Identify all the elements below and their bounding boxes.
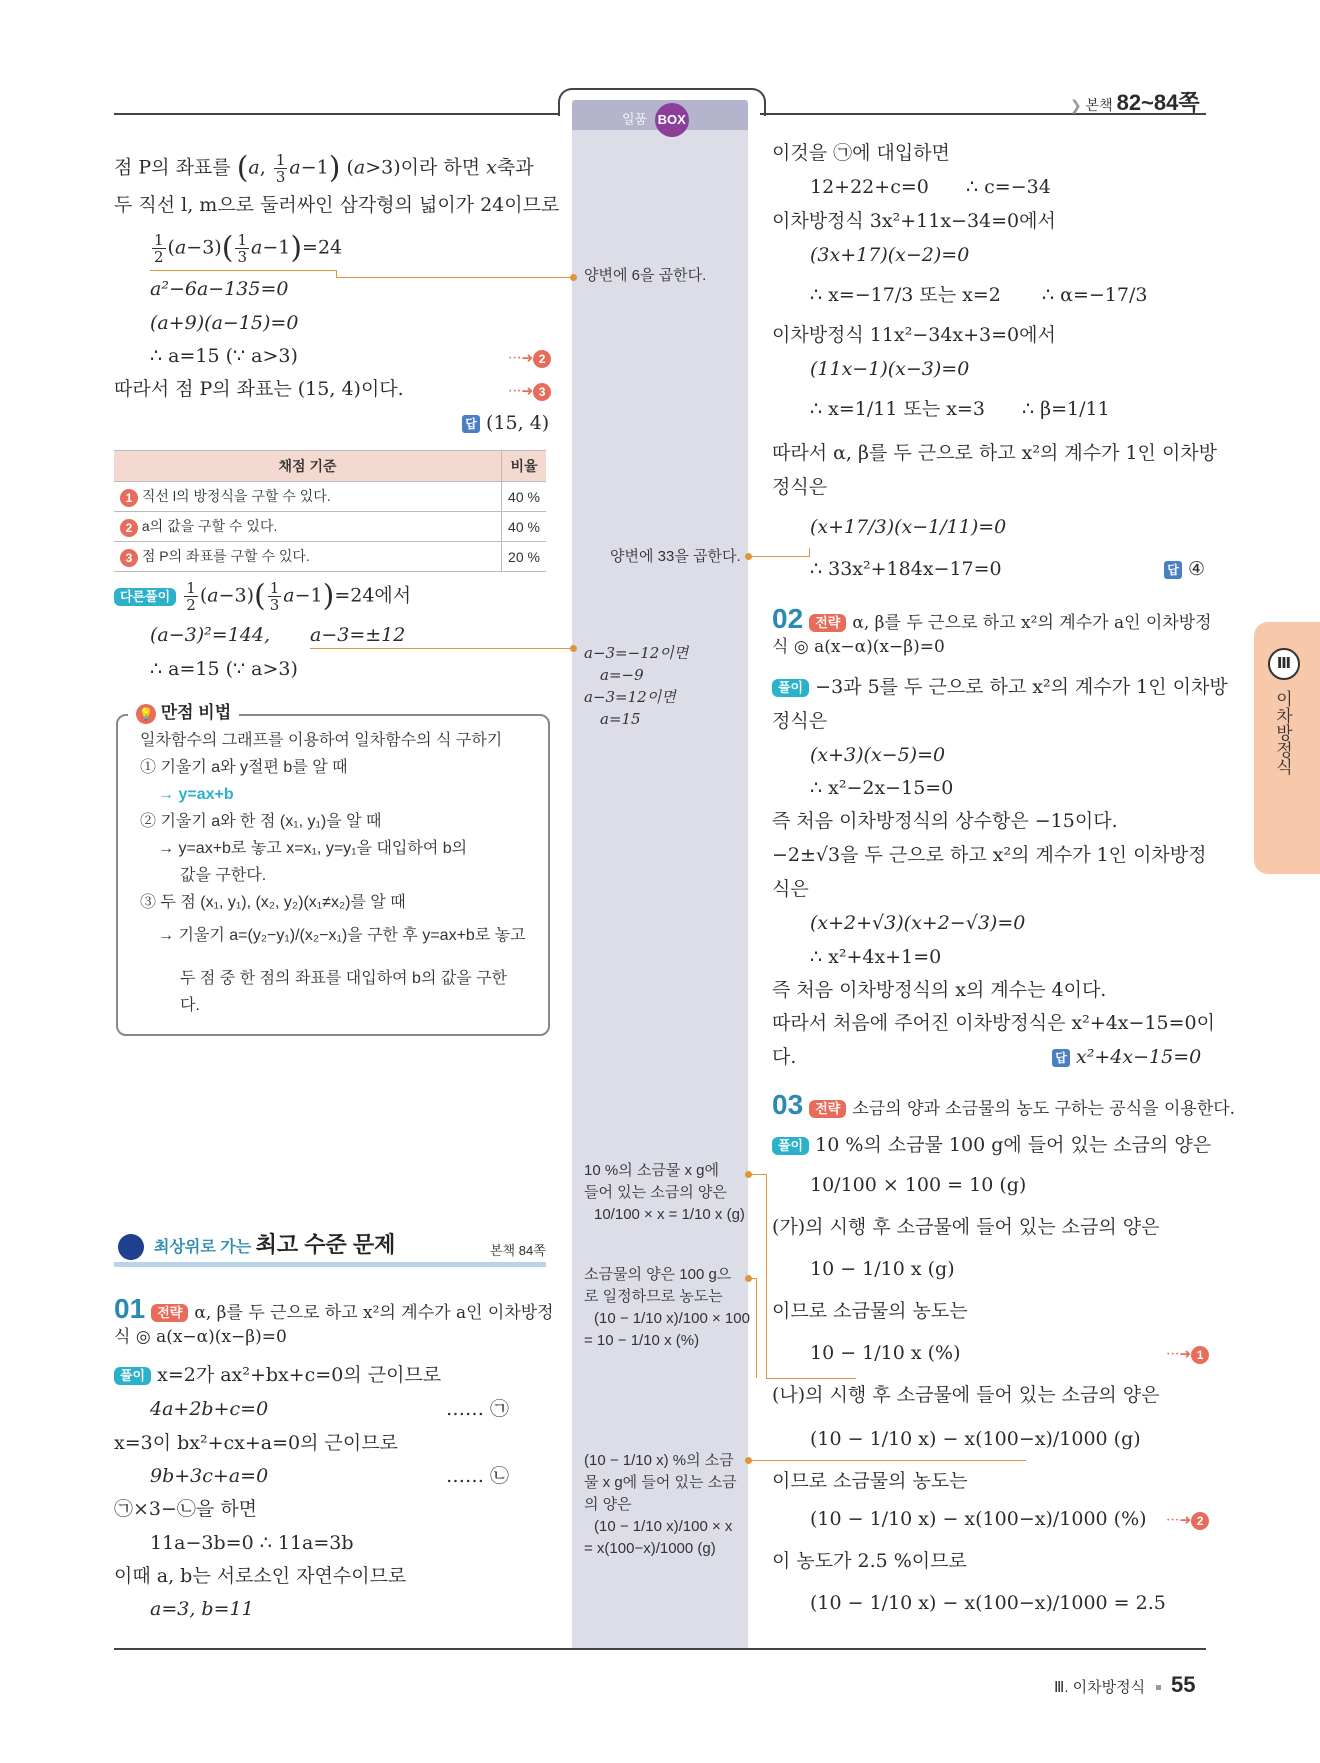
center-note-5-line: (10 − 1/10 x)/100 × 100 — [594, 1310, 750, 1327]
p03-line-0-text: 10 %의 소금물 100 g에 들어 있는 소금의 양은 — [815, 1134, 1212, 1156]
right-r4: (3x+17)(x−2)=0 — [810, 244, 970, 266]
page-ref — [1070, 86, 1200, 117]
tip-line-3: ② 기울기 a와 한 점 (x₁, y₁)을 알 때 — [140, 813, 382, 830]
tip-title — [128, 698, 239, 724]
mark-2: 2 — [1191, 1512, 1209, 1530]
p02-strategy-2: 식 ◎ a(x−α)(x−β)=0 — [772, 637, 945, 657]
p03-line-4: 이므로 소금물의 농도는 — [772, 1300, 968, 1322]
left-eq-5: 따라서 점 P의 좌표는 (15, 4)이다. — [114, 378, 404, 400]
center-note-6-line: 물 x g에 들어 있는 소금 — [584, 1474, 737, 1491]
footer-rule — [114, 1648, 1206, 1650]
p01-line-6: 이때 a, b는 서로소인 자연수이므로 — [114, 1565, 407, 1587]
p02-line-0 — [772, 674, 1228, 700]
right-r12: ∴ 33x²+184x−17=0 — [810, 558, 1002, 580]
center-note-4-line: 10/100 × x = 1/10 x (g) — [594, 1206, 745, 1223]
lightbulb-icon: 💡 — [136, 704, 156, 724]
section-pre: 최상위로 가는 — [154, 1239, 252, 1256]
left-answer — [462, 410, 549, 436]
page-number: 55 — [1171, 1672, 1196, 1697]
footer — [1054, 1672, 1196, 1698]
p03-line-9: (10 − 1/10 x) − x(100−x)/1000 (%) — [810, 1508, 1147, 1530]
tip-line-2: → y=ax+b — [158, 786, 234, 803]
right-r12-answer — [1164, 556, 1205, 582]
p02-line-10: 따라서 처음에 주어진 이차방정식은 x²+4x−15=0이 — [772, 1012, 1215, 1034]
p02-line-11: 다. — [772, 1046, 797, 1068]
p01-line-1: 4a+2b+c=0 — [150, 1398, 269, 1420]
row-pct: 40 % — [502, 512, 547, 542]
p02-line-5: −2±√3을 두 근으로 하고 x²의 계수가 1인 이차방정 — [772, 844, 1207, 866]
p03-line-11: (10 − 1/10 x) − x(100−x)/1000 = 2.5 — [810, 1592, 1166, 1614]
connector-4-dot — [745, 1171, 752, 1178]
row-mark: 1 — [120, 489, 138, 507]
alt-solution-3: ∴ a=15 (∵ a>3) — [150, 658, 298, 680]
left-eq-1: $\frac{1}{2}$ (a−3)( $\frac{1}{3}$ a−1)=24 — [154, 230, 343, 266]
center-note-5-line: = 10 − 1/10 x (%) — [584, 1332, 700, 1349]
section-title — [154, 1228, 395, 1259]
p01-line-0-text: x=2가 ax²+bx+c=0의 근이므로 — [157, 1364, 442, 1386]
center-note-6-line: (10 − 1/10 x)/100 × x — [594, 1518, 733, 1535]
alt-solution-1: 다른풀이 $\frac{1}{2}$ (a−3)( $\frac{1}{3}$ a−1)=24에서 — [114, 580, 411, 613]
table-row — [114, 542, 546, 572]
p03-mark-1: ···➜ 1 — [1166, 1344, 1209, 1364]
p03-line-2: (가)의 시행 후 소금물에 들어 있는 소금의 양은 — [772, 1216, 1160, 1238]
p02-strategy-text: α, β를 두 근으로 하고 x²의 계수가 a인 이차방정 — [852, 613, 1212, 633]
mark-3: 3 — [533, 383, 551, 401]
right-r2b: ∴ c=−34 — [966, 176, 1051, 198]
center-note-3-line: a=15 — [600, 710, 641, 728]
p03-strategy — [772, 1089, 1236, 1122]
center-note-3-line: a−3=−12이면 — [584, 644, 689, 662]
p02-line-3: ∴ x²−2x−15=0 — [810, 777, 954, 799]
tip-line-9: 다. — [180, 997, 200, 1014]
chapter-side-text: 이차방정식 — [1273, 690, 1292, 775]
p01-ref-2: …… ㉡ — [446, 1465, 510, 1487]
scoring-table — [114, 450, 546, 572]
p01-line-2: x=3이 bx²+cx+a=0의 근이므로 — [114, 1432, 398, 1454]
p03-mark-2: ···➜ 2 — [1166, 1510, 1209, 1530]
mark-2: 2 — [533, 350, 551, 368]
connector-4b — [766, 1174, 767, 1378]
row-mark: 3 — [120, 549, 138, 567]
footer-separator — [1156, 1685, 1161, 1690]
p01-line-0 — [114, 1362, 441, 1388]
right-r2a: 12+22+c=0 — [810, 176, 929, 198]
answer-icon: 답 — [1164, 561, 1182, 579]
p01-strategy-2: 식 ◎ a(x−α)(x−β)=0 — [114, 1327, 287, 1347]
right-r6: 이차방정식 11x²−34x+3=0에서 — [772, 324, 1056, 346]
p01-line-3: 9b+3c+a=0 — [150, 1465, 269, 1487]
center-note-5 — [584, 1264, 750, 1352]
row-pct: 40 % — [502, 482, 547, 512]
p03-line-6: (나)의 시행 후 소금물에 들어 있는 소금의 양은 — [772, 1384, 1160, 1406]
center-note-1: 양변에 6을 곱한다. — [584, 267, 707, 284]
right-r5b: ∴ α=−17/3 — [1042, 284, 1148, 306]
right-r1: 이것을 ㉠에 대입하면 — [772, 142, 950, 164]
tip-line-4: → y=ax+b로 놓고 x=x₁, y=y₁을 대입하여 b의 — [158, 840, 468, 857]
p03-line-7: (10 − 1/10 x) − x(100−x)/1000 (g) — [810, 1428, 1141, 1450]
section-title-text: 최고 수준 문제 — [255, 1232, 396, 1257]
p03-strategy-tag: 전략 — [809, 1100, 846, 1118]
center-note-6-line: 의 양은 — [584, 1496, 632, 1513]
center-note-6 — [584, 1450, 737, 1560]
p02-line-8: ∴ x²+4x+1=0 — [810, 946, 942, 968]
center-note-2: 양변에 33을 곱한다. — [610, 548, 741, 565]
box-badge: BOX — [655, 103, 689, 137]
p01-line-7: a=3, b=11 — [150, 1598, 254, 1620]
p02-line-6: 식은 — [772, 878, 809, 900]
p01-solution-tag: 풀이 — [114, 1367, 151, 1385]
center-note-4 — [584, 1160, 745, 1226]
connector-5b — [756, 1278, 757, 1378]
right-r5a: ∴ x=−17/3 또는 x=2 — [810, 284, 1001, 306]
footer-chapter: Ⅲ. 이차방정식 — [1054, 1679, 1146, 1696]
right-r12-answer-text: ④ — [1188, 558, 1206, 580]
center-note-6-line: (10 − 1/10 x) %의 소금 — [584, 1452, 734, 1469]
page-ref-prefix: 본책 — [1085, 97, 1113, 113]
connector-1-dot — [570, 274, 577, 281]
left-eq-4 — [150, 343, 298, 369]
p03-line-5: 10 − 1/10 x (%) — [810, 1342, 961, 1364]
right-r11: (x+17/3)(x−1/11)=0 — [810, 516, 1007, 538]
connector-5-dot — [745, 1275, 752, 1282]
p03-line-8: 이므로 소금물의 농도는 — [772, 1470, 968, 1492]
center-note-6-line: = x(100−x)/1000 (g) — [584, 1540, 716, 1557]
answer-icon: 답 — [1052, 1049, 1070, 1067]
alt-solution-2b: a−3=±12 — [310, 624, 406, 646]
scoring-header-ratio: 비율 — [502, 451, 547, 482]
left-eq-3: (a+9)(a−15)=0 — [150, 312, 299, 334]
p01-number: 01 — [114, 1293, 146, 1324]
box-label-1: 일품 — [622, 111, 648, 127]
center-note-5-line: 로 일정하므로 농도는 — [584, 1288, 723, 1305]
center-note-3 — [584, 642, 688, 730]
row-mark: 2 — [120, 519, 138, 537]
connector-4c — [766, 1378, 856, 1379]
p02-line-9: 즉 처음 이차방정식의 x의 계수는 4이다. — [772, 979, 1107, 1001]
right-r3: 이차방정식 3x²+11x−34=0에서 — [772, 210, 1056, 232]
connector-3-dot — [570, 645, 577, 652]
chevron-right-icon: ❯ — [1070, 97, 1082, 113]
table-row — [114, 512, 546, 542]
right-r9: 따라서 α, β를 두 근으로 하고 x²의 계수가 1인 이차방 — [772, 442, 1218, 464]
p03-line-3: 10 − 1/10 x (g) — [810, 1258, 955, 1280]
connector-3 — [310, 648, 574, 649]
header-rule-left — [114, 113, 560, 115]
alt-solution-2a: (a−3)²=144, — [150, 624, 271, 646]
connector-6 — [748, 1460, 1026, 1461]
p01-strategy — [114, 1293, 554, 1326]
p03-line-10: 이 농도가 2.5 %이므로 — [772, 1550, 967, 1572]
p02-answer-text: x²+4x−15=0 — [1076, 1046, 1202, 1068]
section-circle-icon — [118, 1234, 144, 1260]
tip-line-0: 일차함수의 그래프를 이용하여 일차함수의 식 구하기 — [140, 732, 503, 749]
p02-solution-tag: 풀이 — [772, 679, 809, 697]
p02-line-2: (x+3)(x−5)=0 — [810, 744, 946, 766]
mark-1: 1 — [1191, 1346, 1209, 1364]
tip-line-8: 두 점 중 한 점의 좌표를 대입하여 b의 값을 구한 — [180, 970, 508, 987]
row-text: 점 P의 좌표를 구할 수 있다. — [141, 548, 310, 565]
left-eq-5-mark: ···➜ 3 — [508, 381, 551, 401]
table-row — [114, 482, 546, 512]
chapter-side-roman: Ⅲ — [1268, 648, 1300, 680]
tip-title-text: 만점 비법 — [160, 703, 232, 722]
scoring-header-criteria: 채점 기준 — [114, 451, 502, 482]
tip-line-7: → 기울기 a=(y₂−y₁)/(x₂−x₁)을 구한 후 y=ax+b로 놓고 — [158, 927, 526, 944]
center-note-3-line: a−3=12이면 — [584, 688, 676, 706]
p01-line-5: 11a−3b=0 ∴ 11a=3b — [150, 1532, 354, 1554]
p03-number: 03 — [772, 1089, 804, 1120]
left-eq-2: a²−6a−135=0 — [150, 278, 289, 300]
p02-line-7: (x+2+√3)(x+2−√3)=0 — [810, 912, 1026, 934]
row-text: a의 값을 구할 수 있다. — [141, 518, 278, 535]
connector-6-dot — [745, 1457, 752, 1464]
p03-line-0 — [772, 1132, 1211, 1158]
left-intro-2: 두 직선 l, m으로 둘러싸인 삼각형의 넓이가 24이므로 — [114, 194, 560, 216]
section-ref: 본책 84쪽 — [490, 1243, 546, 1258]
left-eq-4-text: ∴ a=15 (∵ a>3) — [150, 345, 298, 367]
p01-strategy-tag: 전략 — [151, 1304, 188, 1322]
answer-icon: 답 — [462, 415, 480, 433]
center-note-4-line: 10 %의 소금물 x g에 — [584, 1162, 719, 1179]
p03-solution-tag: 풀이 — [772, 1137, 809, 1155]
page-ref-range: 82~84쪽 — [1116, 90, 1200, 115]
row-pct: 20 % — [502, 542, 547, 572]
right-r8b: ∴ β=1/11 — [1022, 398, 1110, 420]
p01-ref-1: …… ㉠ — [446, 1398, 510, 1420]
connector-2 — [748, 556, 810, 557]
p01-strategy-text: α, β를 두 근으로 하고 x²의 계수가 a인 이차방정 — [194, 1303, 554, 1323]
alt-solution-tag: 다른풀이 — [114, 588, 176, 606]
tip-line-6: ③ 두 점 (x₁, y₁), (x₂, y₂)(x₁≠x₂)를 알 때 — [140, 894, 406, 911]
box-label — [622, 103, 689, 137]
tip-line-5: 값을 구한다. — [180, 867, 267, 884]
connector-1 — [150, 270, 336, 271]
center-note-5-line: 소금물의 양은 100 g으 — [584, 1266, 732, 1283]
row-text: 직선 l의 방정식을 구할 수 있다. — [141, 488, 331, 505]
left-eq-4-mark: ···➜ 2 — [508, 348, 551, 368]
p03-strategy-text: 소금의 양과 소금물의 농도 구하는 공식을 이용한다. — [852, 1099, 1236, 1119]
center-note-4-line: 들어 있는 소금의 양은 — [584, 1184, 727, 1201]
p02-number: 02 — [772, 603, 804, 634]
p02-strategy — [772, 603, 1212, 636]
right-r7: (11x−1)(x−3)=0 — [810, 358, 970, 380]
connector-2-dot — [745, 553, 752, 560]
p02-strategy-tag: 전략 — [809, 614, 846, 632]
p03-line-1: 10/100 × 100 = 10 (g) — [810, 1174, 1027, 1196]
right-r10: 정식은 — [772, 476, 828, 498]
p01-line-4: ㉠×3−㉡을 하면 — [114, 1498, 258, 1520]
connector-1c — [336, 277, 574, 278]
p02-line-1: 정식은 — [772, 710, 828, 732]
center-note-3-line: a=−9 — [600, 666, 644, 684]
p02-answer — [1052, 1044, 1201, 1070]
p02-line-0-text: −3과 5를 두 근으로 하고 x²의 계수가 1인 이차방 — [815, 676, 1228, 698]
tip-line-1: ① 기울기 a와 y절편 b를 알 때 — [140, 759, 348, 776]
right-r8a: ∴ x=1/11 또는 x=3 — [810, 398, 985, 420]
center-notes-column — [572, 100, 748, 1648]
left-intro-1: 점 P의 좌표를 (a, $\frac{1}{3}$ a−1) (a>3)이라 하면 x축과 — [114, 150, 534, 186]
p02-line-4: 즉 처음 이차방정식의 상수항은 −15이다. — [772, 810, 1118, 832]
left-answer-text: (15, 4) — [486, 412, 550, 434]
